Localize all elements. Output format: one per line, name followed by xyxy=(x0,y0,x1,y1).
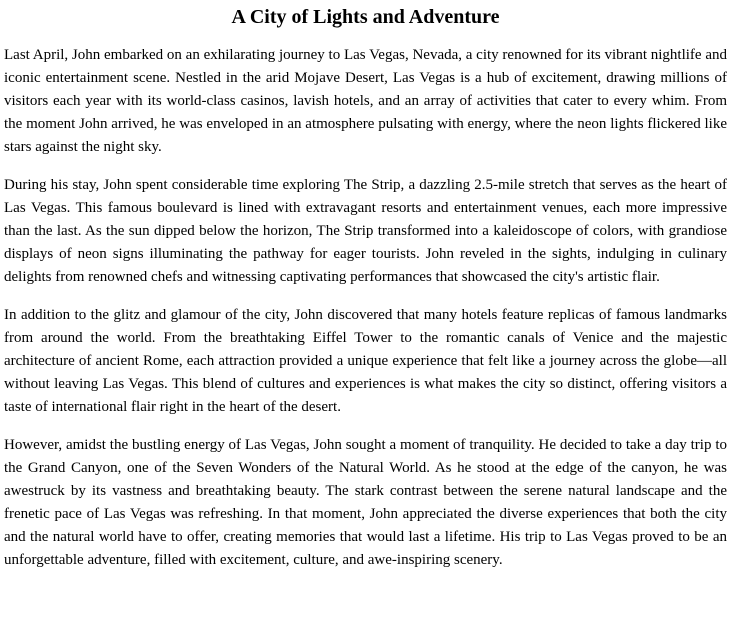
document-title: A City of Lights and Adventure xyxy=(231,6,500,28)
document-page xyxy=(4,5,727,572)
paragraph-grand-canyon: However, amidst the bustling energy of Las Vegas, John sought a moment of tranquility. He decided to take a day trip to the Grand Canyon, one of the Seven Wonders of the Natural World. As he stood at the edge of the canyon, he was awestruck by its vastness and breathtaking beauty. The stark contrast between the serene natural landscape and the frenetic pace of Las Vegas was refreshing. In that moment, John appreciated the diverse experiences that both the city and the natural world have to offer, creating memories that would last a lifetime. His trip to Las Vegas proved to be an unforgettable adventure, filled with excitement, culture, and awe-inspiring scenery. xyxy=(4,437,727,568)
paragraph-the-strip: During his stay, John spent considerable time exploring The Strip, a dazzling 2.5-mile stretch that serves as the heart of Las Vegas. This famous boulevard is lined with extravagant resorts and entertainment venues, each more impressive than the last. As the sun dipped below the horizon, The Strip transformed into a kaleidoscope of colors, with grandiose displays of neon signs illuminating the pathway for eager tourists. John reveled in the sights, indulging in culinary delights from renowned chefs and witnessing captivating performances that showcased the city's artistic flair. xyxy=(4,177,727,285)
paragraph-intro-las-vegas: Last April, John embarked on an exhilarating journey to Las Vegas, Nevada, a city renowned for its vibrant nightlife and iconic entertainment scene. Nestled in the arid Mojave Desert, Las Vegas is a hub of excitement, drawing millions of visitors each year with its world-class casinos, lavish hotels, and an array of activities that cater to every whim. From the moment John arrived, he was enveloped in an atmosphere pulsating with energy, where the neon lights flickered like stars against the night sky. xyxy=(4,47,727,155)
paragraph-landmark-replicas: In addition to the glitz and glamour of the city, John discovered that many hotels feature replicas of famous landmarks from around the world. From the breathtaking Eiffel Tower to the romantic canals of Venice and the majestic architecture of ancient Rome, each attraction provided a unique experience that felt like a journey across the globe—all without leaving Las Vegas. This blend of cultures and experiences is what makes the city so distinct, offering visitors a taste of international flair right in the heart of the desert. xyxy=(4,307,727,415)
